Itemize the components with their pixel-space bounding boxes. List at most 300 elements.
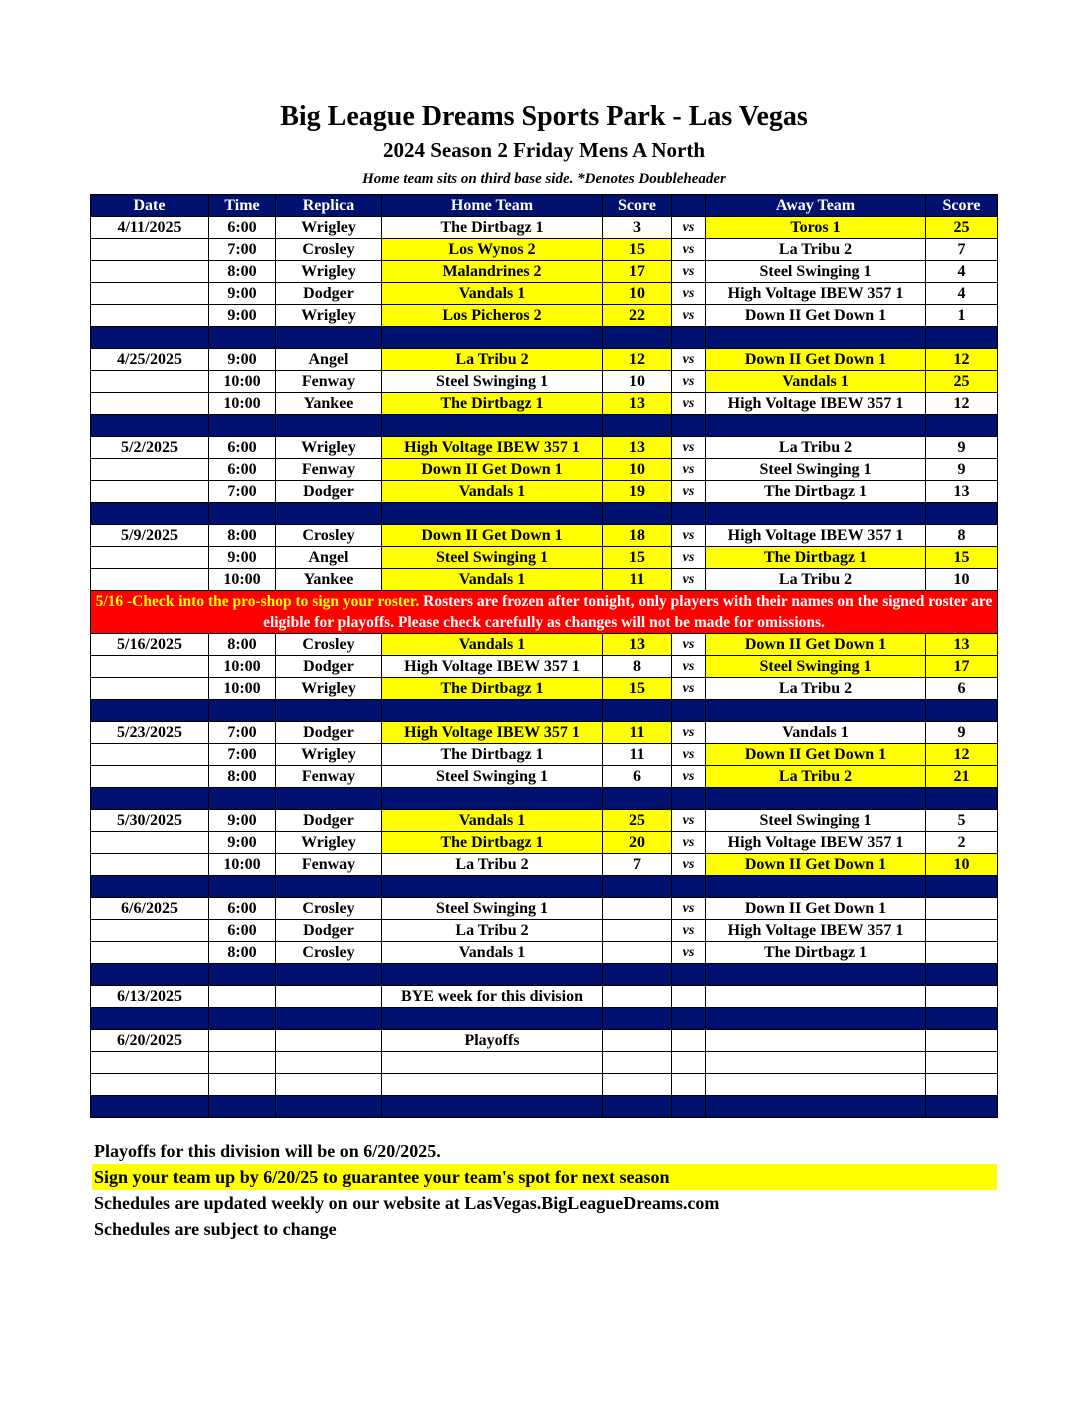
vs-label: vs — [672, 569, 706, 591]
game-field — [276, 986, 382, 1008]
vs-label: vs — [672, 547, 706, 569]
separator-cell — [382, 503, 603, 525]
away-team: High Voltage IBEW 357 1 — [706, 920, 926, 942]
vs-label: vs — [672, 678, 706, 700]
roster-notice-row — [91, 591, 998, 634]
vs-label: vs — [672, 217, 706, 239]
home-team: Vandals 1 — [382, 634, 603, 656]
game-field: Wrigley — [276, 261, 382, 283]
away-score — [926, 898, 998, 920]
separator-cell — [926, 700, 998, 722]
game-row — [91, 437, 998, 459]
home-team: BYE week for this division — [382, 986, 603, 1008]
away-score: 21 — [926, 766, 998, 788]
game-row — [91, 459, 998, 481]
separator-cell — [382, 964, 603, 986]
home-score — [603, 898, 672, 920]
game-date: 4/25/2025 — [91, 349, 209, 371]
separator-row — [91, 700, 998, 722]
game-date: 6/6/2025 — [91, 898, 209, 920]
separator-cell — [672, 700, 706, 722]
separator-cell — [91, 327, 209, 349]
home-team: Steel Swinging 1 — [382, 547, 603, 569]
game-field: Crosley — [276, 525, 382, 547]
game-date: 4/11/2025 — [91, 217, 209, 239]
separator-cell — [209, 415, 276, 437]
separator-cell — [276, 788, 382, 810]
separator-cell — [209, 327, 276, 349]
footer-playoffs-note: Playoffs for this division will be on 6/20/2025. — [94, 1141, 441, 1161]
game-date — [91, 547, 209, 569]
home-score — [603, 942, 672, 964]
separator-row — [91, 1008, 998, 1030]
game-row — [91, 766, 998, 788]
schedule-table — [90, 194, 998, 1118]
game-field: Fenway — [276, 854, 382, 876]
game-field: Wrigley — [276, 217, 382, 239]
vs-label: vs — [672, 942, 706, 964]
game-row — [91, 569, 998, 591]
game-row — [91, 986, 998, 1008]
game-time: 8:00 — [209, 525, 276, 547]
game-row — [91, 305, 998, 327]
away-team: Steel Swinging 1 — [706, 810, 926, 832]
game-time: 8:00 — [209, 942, 276, 964]
home-score: 20 — [603, 832, 672, 854]
home-score: 11 — [603, 569, 672, 591]
separator-cell — [209, 503, 276, 525]
vs-label: vs — [672, 832, 706, 854]
blank-cell — [603, 1052, 672, 1074]
home-team: Playoffs — [382, 1030, 603, 1052]
game-field: Crosley — [276, 942, 382, 964]
separator-cell — [672, 415, 706, 437]
blank-cell — [91, 1074, 209, 1096]
game-time: 7:00 — [209, 239, 276, 261]
away-score: 25 — [926, 371, 998, 393]
vs-label: vs — [672, 481, 706, 503]
game-field: Yankee — [276, 393, 382, 415]
away-team: High Voltage IBEW 357 1 — [706, 832, 926, 854]
game-time: 9:00 — [209, 283, 276, 305]
seating-note: Home team sits on third base side. *Denotes Doubleheader — [362, 171, 726, 187]
home-score: 7 — [603, 854, 672, 876]
game-date — [91, 942, 209, 964]
column-header-vs — [672, 195, 706, 217]
away-score: 12 — [926, 744, 998, 766]
home-team: The Dirtbagz 1 — [382, 678, 603, 700]
home-team: Down II Get Down 1 — [382, 459, 603, 481]
separator-cell — [672, 876, 706, 898]
game-date — [91, 744, 209, 766]
home-team: Down II Get Down 1 — [382, 525, 603, 547]
away-team: Down II Get Down 1 — [706, 744, 926, 766]
game-date — [91, 569, 209, 591]
game-date — [91, 678, 209, 700]
blank-cell — [276, 1052, 382, 1074]
separator-cell — [382, 788, 603, 810]
game-date — [91, 371, 209, 393]
table-header-row — [91, 195, 998, 217]
home-score: 18 — [603, 525, 672, 547]
away-team: La Tribu 2 — [706, 437, 926, 459]
game-row — [91, 481, 998, 503]
away-score: 10 — [926, 569, 998, 591]
vs-label: vs — [672, 393, 706, 415]
vs-label: vs — [672, 744, 706, 766]
blank-cell — [603, 1074, 672, 1096]
home-team: Vandals 1 — [382, 810, 603, 832]
away-score — [926, 986, 998, 1008]
separator-cell — [706, 964, 926, 986]
game-row — [91, 371, 998, 393]
separator-cell — [276, 503, 382, 525]
home-team: High Voltage IBEW 357 1 — [382, 437, 603, 459]
vs-label — [672, 1030, 706, 1052]
separator-cell — [382, 1096, 603, 1118]
away-team: Toros 1 — [706, 217, 926, 239]
vs-label: vs — [672, 898, 706, 920]
away-score: 13 — [926, 634, 998, 656]
column-header-date: Date — [91, 195, 209, 217]
away-score: 10 — [926, 854, 998, 876]
separator-cell — [209, 876, 276, 898]
game-date: 6/20/2025 — [91, 1030, 209, 1052]
home-team: Vandals 1 — [382, 569, 603, 591]
vs-label: vs — [672, 634, 706, 656]
separator-cell — [382, 327, 603, 349]
away-score: 5 — [926, 810, 998, 832]
game-time: 6:00 — [209, 217, 276, 239]
home-team: La Tribu 2 — [382, 854, 603, 876]
game-time: 8:00 — [209, 634, 276, 656]
vs-label: vs — [672, 722, 706, 744]
away-score: 9 — [926, 459, 998, 481]
home-team: The Dirtbagz 1 — [382, 393, 603, 415]
vs-label: vs — [672, 261, 706, 283]
separator-cell — [276, 415, 382, 437]
separator-cell — [382, 1008, 603, 1030]
away-team — [706, 1030, 926, 1052]
separator-cell — [382, 415, 603, 437]
away-team: High Voltage IBEW 357 1 — [706, 393, 926, 415]
game-row — [91, 678, 998, 700]
game-row — [91, 239, 998, 261]
game-date: 5/2/2025 — [91, 437, 209, 459]
separator-row — [91, 1096, 998, 1118]
blank-row — [91, 1052, 998, 1074]
game-time: 9:00 — [209, 349, 276, 371]
game-time: 6:00 — [209, 920, 276, 942]
separator-cell — [706, 700, 926, 722]
game-date — [91, 283, 209, 305]
away-score: 17 — [926, 656, 998, 678]
vs-label: vs — [672, 766, 706, 788]
away-team: High Voltage IBEW 357 1 — [706, 283, 926, 305]
away-team: Steel Swinging 1 — [706, 261, 926, 283]
away-team: Down II Get Down 1 — [706, 898, 926, 920]
away-team: The Dirtbagz 1 — [706, 942, 926, 964]
separator-cell — [603, 964, 672, 986]
game-field: Crosley — [276, 634, 382, 656]
home-score: 15 — [603, 239, 672, 261]
footer-signup-note: Sign your team up by 6/20/25 to guarantee your team's spot for next season — [92, 1164, 997, 1190]
game-time: 10:00 — [209, 678, 276, 700]
home-team: The Dirtbagz 1 — [382, 832, 603, 854]
game-field: Fenway — [276, 766, 382, 788]
separator-cell — [603, 876, 672, 898]
home-score: 15 — [603, 547, 672, 569]
blank-cell — [672, 1074, 706, 1096]
separator-cell — [706, 788, 926, 810]
game-row — [91, 854, 998, 876]
home-team: High Voltage IBEW 357 1 — [382, 722, 603, 744]
home-team: The Dirtbagz 1 — [382, 217, 603, 239]
away-score: 1 — [926, 305, 998, 327]
separator-row — [91, 327, 998, 349]
game-time: 9:00 — [209, 810, 276, 832]
separator-cell — [603, 327, 672, 349]
away-score: 2 — [926, 832, 998, 854]
separator-cell — [276, 1096, 382, 1118]
game-field: Wrigley — [276, 832, 382, 854]
column-header-away-score: Score — [926, 195, 998, 217]
home-score — [603, 986, 672, 1008]
away-team: Down II Get Down 1 — [706, 854, 926, 876]
game-row — [91, 261, 998, 283]
home-team: Vandals 1 — [382, 942, 603, 964]
game-row — [91, 942, 998, 964]
game-row — [91, 525, 998, 547]
separator-cell — [382, 876, 603, 898]
game-date — [91, 832, 209, 854]
game-field — [276, 1030, 382, 1052]
game-date — [91, 305, 209, 327]
separator-cell — [672, 503, 706, 525]
separator-cell — [603, 788, 672, 810]
column-header-home-team: Home Team — [382, 195, 603, 217]
game-field: Angel — [276, 349, 382, 371]
game-date: 5/23/2025 — [91, 722, 209, 744]
footer-website-note: Schedules are updated weekly on our website at LasVegas.BigLeagueDreams.com — [94, 1193, 720, 1213]
game-time: 9:00 — [209, 832, 276, 854]
away-score: 8 — [926, 525, 998, 547]
game-field: Dodger — [276, 481, 382, 503]
separator-row — [91, 876, 998, 898]
game-date — [91, 481, 209, 503]
home-team: Malandrines 2 — [382, 261, 603, 283]
column-header-replica: Replica — [276, 195, 382, 217]
separator-cell — [209, 1096, 276, 1118]
roster-notice-text: Rosters are frozen after tonight, only players with their names on the signed roster are eligible for playoffs. Please check carefully as changes will not be made for omissions. — [263, 593, 993, 631]
separator-cell — [209, 788, 276, 810]
away-score — [926, 1030, 998, 1052]
away-team: The Dirtbagz 1 — [706, 547, 926, 569]
away-score: 15 — [926, 547, 998, 569]
game-row — [91, 349, 998, 371]
vs-label: vs — [672, 920, 706, 942]
separator-row — [91, 964, 998, 986]
separator-cell — [603, 1008, 672, 1030]
home-score: 13 — [603, 393, 672, 415]
game-date — [91, 766, 209, 788]
game-row — [91, 1030, 998, 1052]
game-date — [91, 656, 209, 678]
separator-cell — [706, 415, 926, 437]
vs-label: vs — [672, 656, 706, 678]
roster-notice-highlight: 5/16 -Check into the pro-shop to sign your roster. — [95, 593, 420, 610]
away-team: La Tribu 2 — [706, 678, 926, 700]
vs-label: vs — [672, 854, 706, 876]
away-score: 7 — [926, 239, 998, 261]
separator-cell — [209, 964, 276, 986]
separator-cell — [276, 876, 382, 898]
game-time — [209, 1030, 276, 1052]
away-team: Steel Swinging 1 — [706, 459, 926, 481]
away-score: 13 — [926, 481, 998, 503]
home-score: 22 — [603, 305, 672, 327]
game-time: 10:00 — [209, 393, 276, 415]
home-team: The Dirtbagz 1 — [382, 744, 603, 766]
away-score: 4 — [926, 261, 998, 283]
game-row — [91, 634, 998, 656]
game-date — [91, 459, 209, 481]
game-row — [91, 832, 998, 854]
game-field: Dodger — [276, 656, 382, 678]
game-field: Wrigley — [276, 744, 382, 766]
game-row — [91, 283, 998, 305]
blank-cell — [706, 1074, 926, 1096]
separator-cell — [926, 1008, 998, 1030]
vs-label: vs — [672, 437, 706, 459]
game-field: Dodger — [276, 920, 382, 942]
game-field: Crosley — [276, 239, 382, 261]
column-header-time: Time — [209, 195, 276, 217]
separator-cell — [706, 876, 926, 898]
game-date: 5/9/2025 — [91, 525, 209, 547]
game-date — [91, 261, 209, 283]
blank-cell — [276, 1074, 382, 1096]
game-time: 7:00 — [209, 481, 276, 503]
separator-cell — [706, 1008, 926, 1030]
game-date — [91, 920, 209, 942]
separator-cell — [276, 327, 382, 349]
game-row — [91, 722, 998, 744]
separator-cell — [382, 700, 603, 722]
away-team: Vandals 1 — [706, 722, 926, 744]
home-score: 6 — [603, 766, 672, 788]
game-time — [209, 986, 276, 1008]
separator-cell — [276, 1008, 382, 1030]
separator-row — [91, 788, 998, 810]
separator-cell — [209, 1008, 276, 1030]
away-score: 9 — [926, 722, 998, 744]
home-team: La Tribu 2 — [382, 920, 603, 942]
column-header-home-score: Score — [603, 195, 672, 217]
game-date: 6/13/2025 — [91, 986, 209, 1008]
home-score: 25 — [603, 810, 672, 832]
vs-label: vs — [672, 349, 706, 371]
game-date — [91, 239, 209, 261]
separator-row — [91, 503, 998, 525]
vs-label: vs — [672, 459, 706, 481]
vs-label: vs — [672, 525, 706, 547]
away-score: 25 — [926, 217, 998, 239]
game-time: 6:00 — [209, 437, 276, 459]
game-field: Dodger — [276, 722, 382, 744]
home-score: 3 — [603, 217, 672, 239]
away-team: La Tribu 2 — [706, 766, 926, 788]
vs-label: vs — [672, 810, 706, 832]
game-field: Fenway — [276, 459, 382, 481]
separator-cell — [209, 700, 276, 722]
separator-cell — [672, 327, 706, 349]
blank-cell — [209, 1074, 276, 1096]
blank-cell — [926, 1052, 998, 1074]
vs-label: vs — [672, 305, 706, 327]
home-score: 19 — [603, 481, 672, 503]
game-date: 5/16/2025 — [91, 634, 209, 656]
separator-cell — [91, 1096, 209, 1118]
schedule-body — [91, 217, 998, 1118]
separator-cell — [926, 876, 998, 898]
home-score: 10 — [603, 371, 672, 393]
separator-cell — [276, 700, 382, 722]
page-subtitle: 2024 Season 2 Friday Mens A North — [382, 138, 705, 162]
page-title: Big League Dreams Sports Park - Las Vegas — [280, 101, 808, 132]
blank-cell — [706, 1052, 926, 1074]
separator-cell — [603, 503, 672, 525]
away-score — [926, 920, 998, 942]
game-row — [91, 744, 998, 766]
away-team: Steel Swinging 1 — [706, 656, 926, 678]
home-team: Los Wynos 2 — [382, 239, 603, 261]
game-field: Dodger — [276, 283, 382, 305]
home-team: Vandals 1 — [382, 283, 603, 305]
home-score: 11 — [603, 744, 672, 766]
game-row — [91, 547, 998, 569]
separator-cell — [926, 415, 998, 437]
away-score: 4 — [926, 283, 998, 305]
game-row — [91, 656, 998, 678]
game-time: 10:00 — [209, 371, 276, 393]
away-team: Down II Get Down 1 — [706, 349, 926, 371]
game-time: 10:00 — [209, 854, 276, 876]
game-row — [91, 898, 998, 920]
game-date — [91, 854, 209, 876]
home-score: 10 — [603, 459, 672, 481]
game-field: Fenway — [276, 371, 382, 393]
column-header-away-team: Away Team — [706, 195, 926, 217]
blank-cell — [382, 1052, 603, 1074]
separator-cell — [603, 700, 672, 722]
home-score: 8 — [603, 656, 672, 678]
separator-cell — [926, 1096, 998, 1118]
separator-cell — [706, 327, 926, 349]
game-time: 10:00 — [209, 656, 276, 678]
game-field: Crosley — [276, 898, 382, 920]
game-field: Wrigley — [276, 678, 382, 700]
away-score: 12 — [926, 393, 998, 415]
blank-cell — [91, 1052, 209, 1074]
game-time: 10:00 — [209, 569, 276, 591]
separator-cell — [91, 876, 209, 898]
away-team: Down II Get Down 1 — [706, 634, 926, 656]
game-time: 9:00 — [209, 547, 276, 569]
blank-cell — [926, 1074, 998, 1096]
separator-cell — [672, 1008, 706, 1030]
home-team: Vandals 1 — [382, 481, 603, 503]
